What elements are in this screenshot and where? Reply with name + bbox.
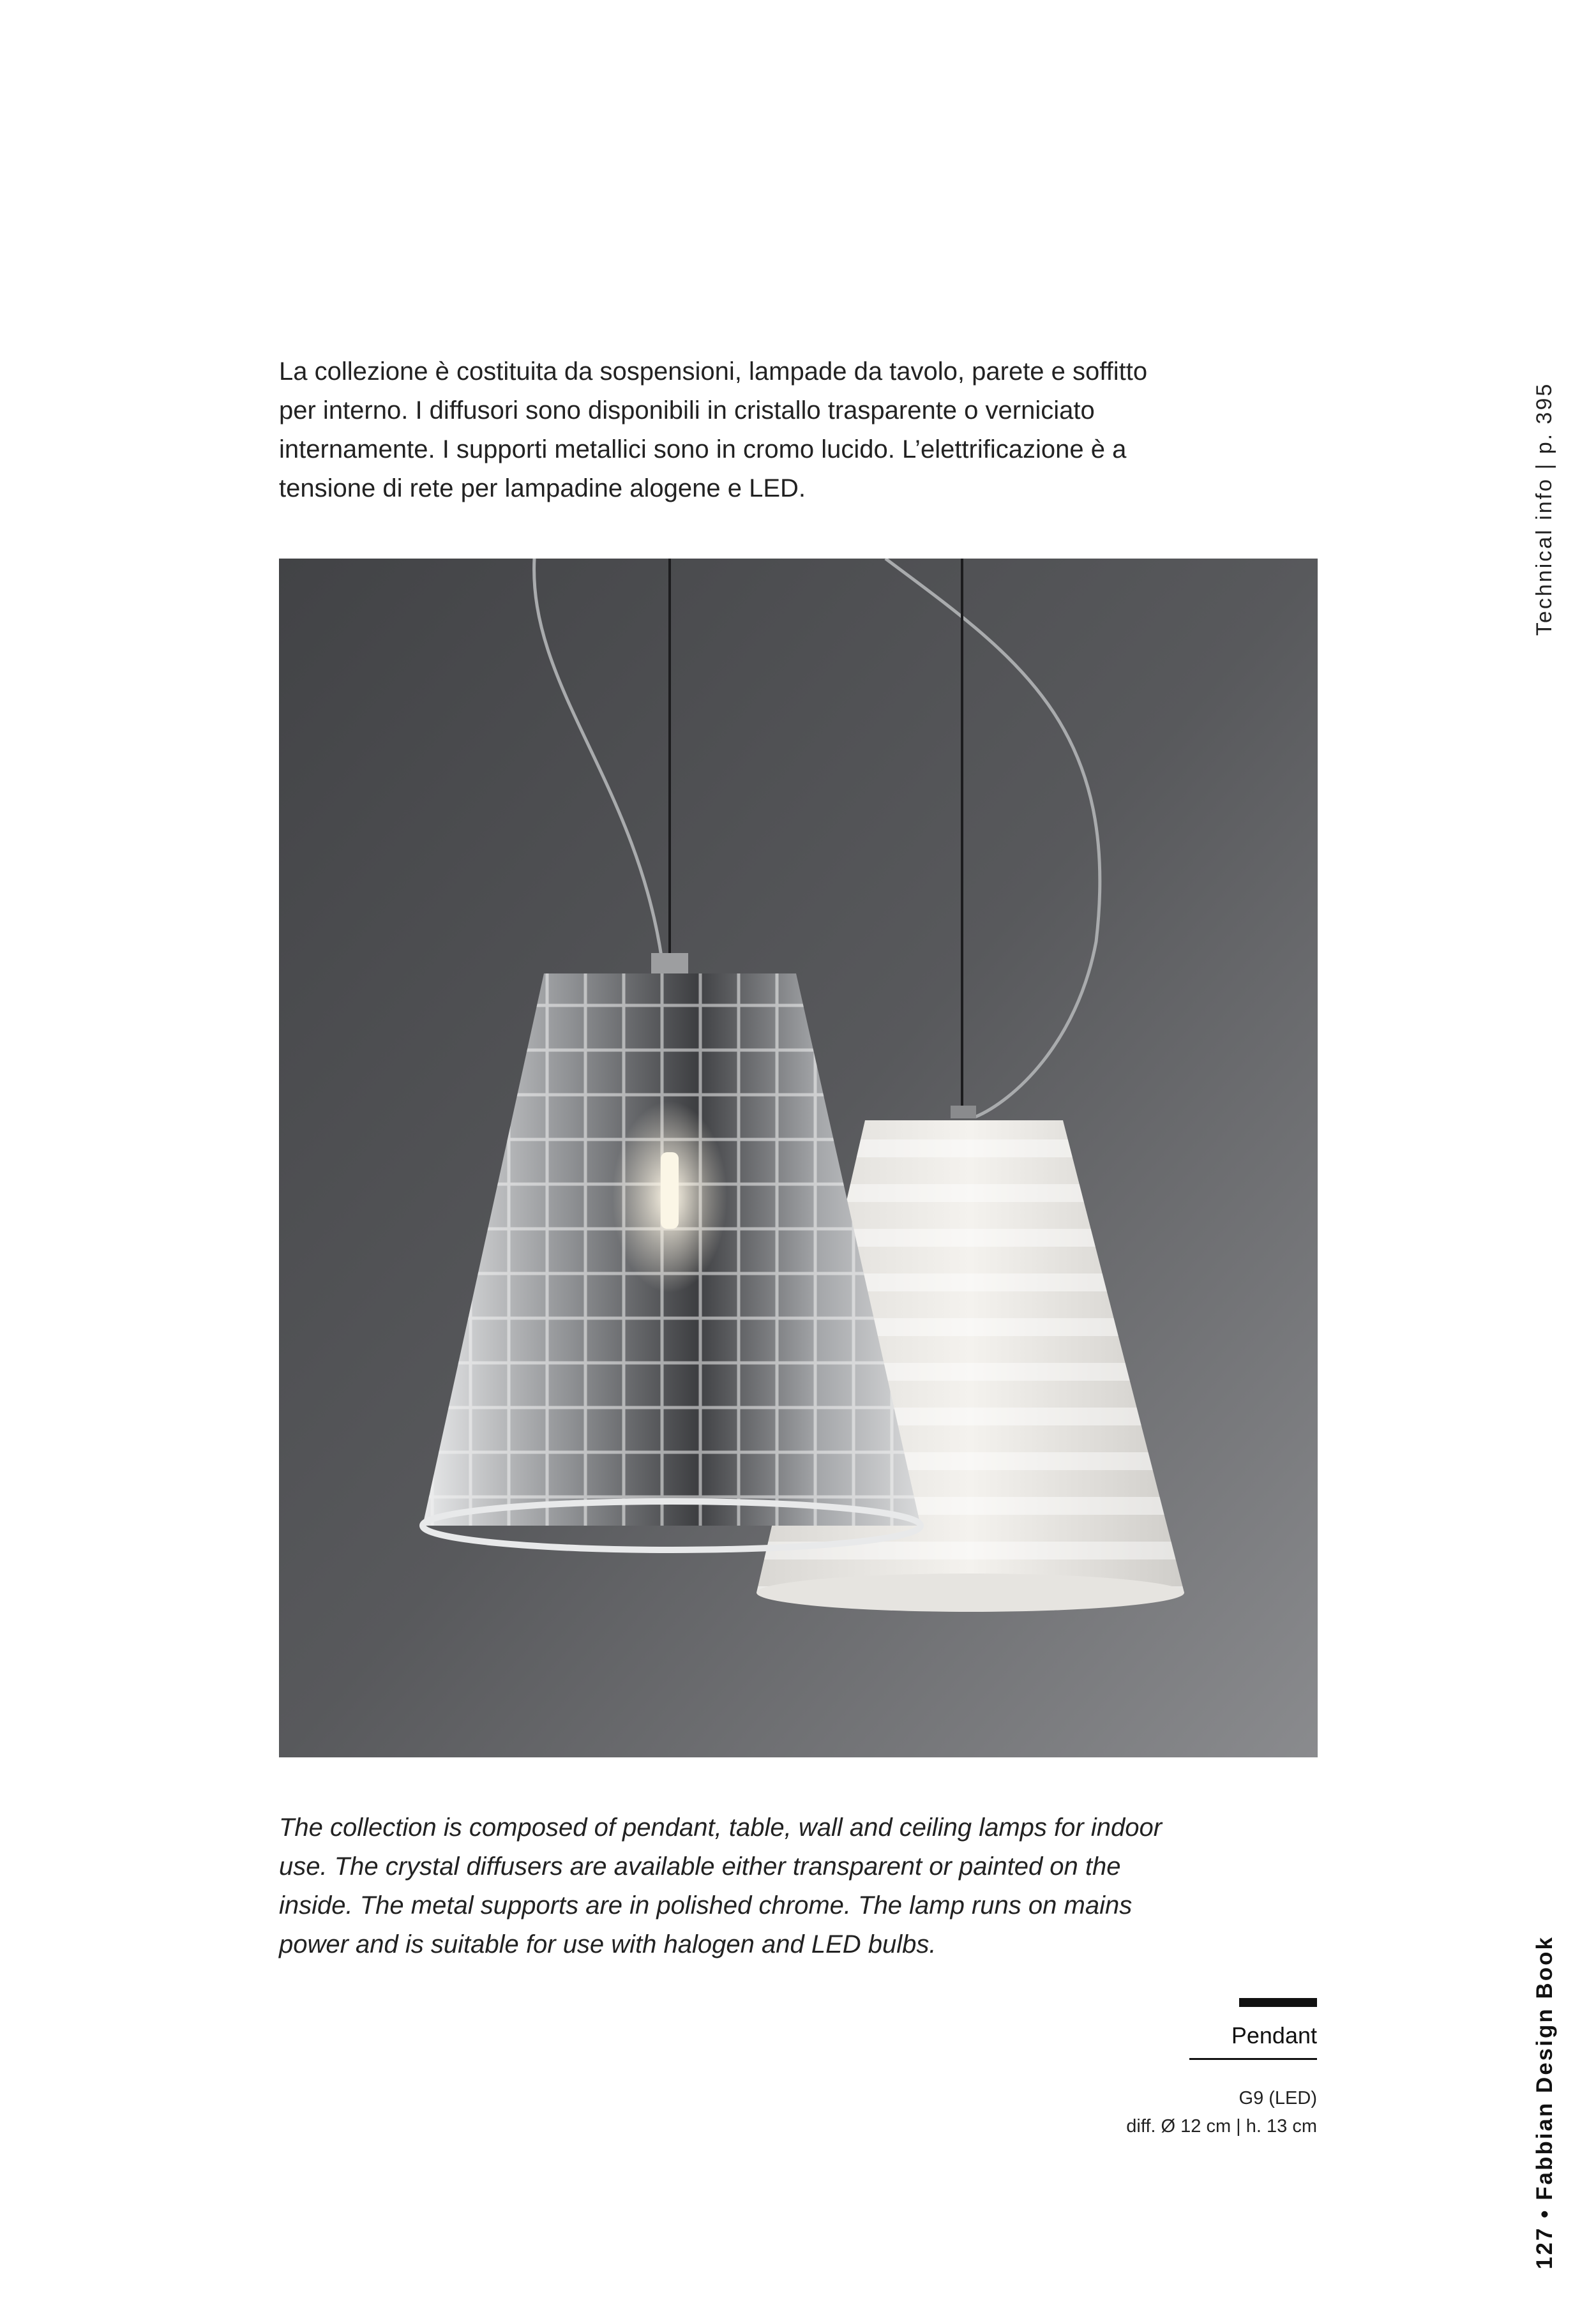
spec-title: Pendant <box>1189 2022 1317 2060</box>
product-photo <box>279 559 1318 1757</box>
technical-info-reference: Technical info | p. 395 <box>1532 382 1556 636</box>
bullet-separator: • <box>1532 2208 1557 2218</box>
book-footer <box>1532 1905 1560 2269</box>
page-number: 127 <box>1532 2226 1557 2269</box>
italian-description <box>279 352 1186 508</box>
italian-paragraph: La collezione è costituita da sospensioni, lampade da tavolo, parete e soffitto per interno. I diffusori sono disponibili in cristallo trasparente o verniciato internamente. I supporti metallici sono in cromo lucido. L’elettrificazione è a tensione di rete per lampadine alogene e LED. <box>279 357 1148 502</box>
spec-dimensions: diff. Ø 12 cm | h. 13 cm <box>1126 2116 1317 2137</box>
pendant-lamps-image <box>279 559 1318 1757</box>
spec-block <box>934 1998 1317 2140</box>
english-paragraph: The collection is composed of pendant, table, wall and ceiling lamps for indoor use. The crystal diffusers are available either transparent or painted on the inside. The metal supports are in polished chrome. The lamp runs on mains power and is suitable for use with halogen and LED bulbs. <box>279 1814 1163 1958</box>
spec-bulb: G9 (LED) <box>1238 2088 1317 2108</box>
spec-accent-bar <box>1239 1998 1317 2007</box>
english-description <box>279 1808 1186 1964</box>
book-title: Fabbian Design Book <box>1532 1935 1557 2200</box>
